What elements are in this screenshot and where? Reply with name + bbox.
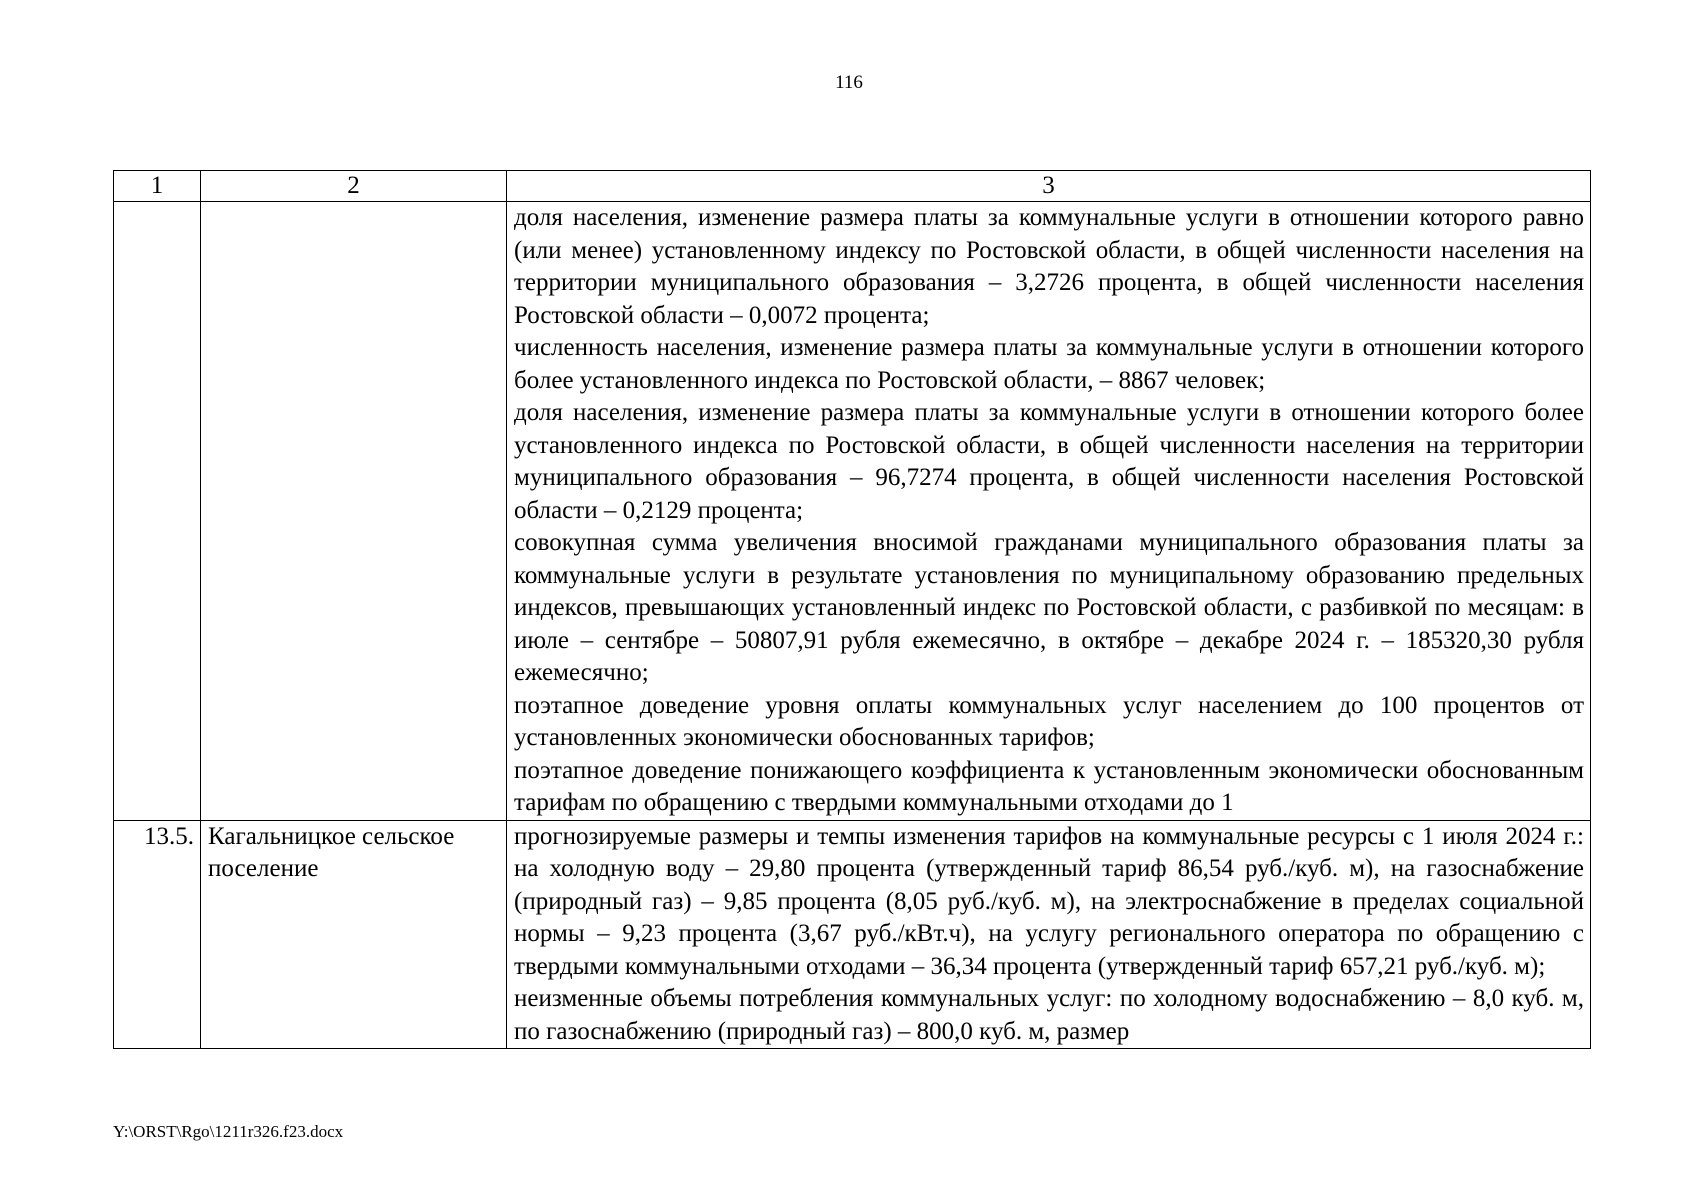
table-header-row bbox=[114, 171, 1591, 202]
table-row bbox=[114, 202, 1591, 821]
row-name: Кагальницкое сельское поселение bbox=[201, 820, 507, 1049]
paragraph: численность населения, изменение размера платы за коммунальные услуги в отношении которого более установленного индекса по Ростовской области, – 8867 человек; bbox=[514, 334, 1584, 394]
row-number bbox=[114, 202, 201, 821]
tariff-table bbox=[113, 170, 1591, 1049]
row-name bbox=[201, 202, 507, 821]
paragraph: доля населения, изменение размера платы за коммунальные услуги в отношении которого равно (или менее) установленному индексу по Ростовской области, в общей численности населения на территории муниципального образования – 3,2726 процента, в общей численности населения Ростовской области – 0,0072 процента; bbox=[514, 204, 1584, 329]
paragraph: совокупная сумма увеличения вносимой гражданами муниципального образования платы за коммунальные услуги в результате установления по муниципальному образованию предельных индексов, превышающих установленный индекс по Ростовской области, с разбивкой по месяцам: в июле – сентябре – 50807,91 рубля ежемесячно, в октябре – декабре 2024 г. – 185320,30 рубля ежемесячно; bbox=[514, 529, 1584, 686]
paragraph: поэтапное доведение уровня оплаты коммунальных услуг населением до 100 процентов от установленных экономически обоснованных тарифов; bbox=[514, 691, 1584, 751]
table-row bbox=[114, 820, 1591, 1049]
paragraph: неизменные объемы потребления коммунальных услуг: по холодному водоснабжению – 8,0 куб. м, по газоснабжению (природный газ) – 800,0 куб. м, размер bbox=[514, 985, 1584, 1045]
header-cell-2: 2 bbox=[201, 171, 507, 202]
document-path-footer: Y:\ORST\Rgo\1211r326.f23.docx bbox=[113, 1122, 344, 1141]
paragraph: прогнозируемые размеры и темпы изменения тарифов на коммунальные ресурсы с 1 июля 2024 г.: на холодную воду – 29,80 процента (утвержденный тариф 86,54 руб./куб. м), на газоснабжение (природный газ) – 9,85 процента (8,05 руб./куб. м), на электроснабжение в пределах социальной нормы – 9,23 процента (3,67 руб./кВт.ч), на услугу регионального оператора по обращению с твердыми коммунальными отходами – 36,34 процента (утвержденный тариф 657,21 руб./куб. м); bbox=[514, 822, 1584, 980]
header-cell-1: 1 bbox=[114, 171, 201, 202]
row-content bbox=[507, 202, 1591, 821]
paragraph: доля населения, изменение размера платы за коммунальные услуги в отношении которого более установленного индекса по Ростовской области, в общей численности населения на территории муниципального образования – 96,7274 процента, в общей численности населения Ростовской области – 0,2129 процента; bbox=[514, 399, 1584, 524]
row-number: 13.5. bbox=[114, 820, 201, 1049]
page-number: 116 bbox=[835, 72, 863, 93]
paragraph: поэтапное доведение понижающего коэффициента к установленным экономически обоснованным тарифам по обращению с твердыми коммунальными отходами до 1 bbox=[514, 756, 1584, 816]
row-content bbox=[507, 820, 1591, 1049]
header-cell-3: 3 bbox=[507, 171, 1591, 202]
